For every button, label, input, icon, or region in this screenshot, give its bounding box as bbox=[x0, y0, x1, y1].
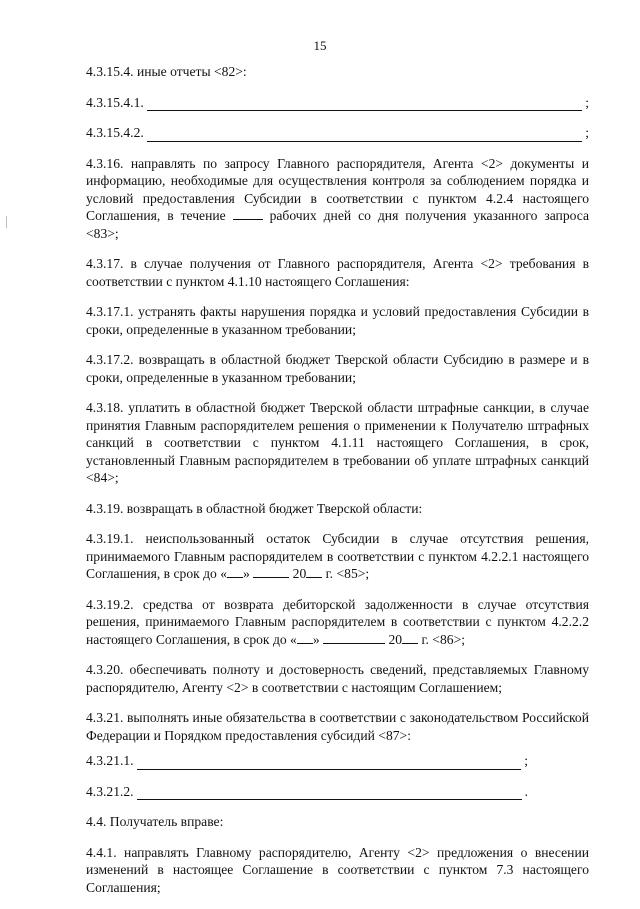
clause-4-3-21-1 bbox=[86, 752, 528, 770]
year-prefix: 20 bbox=[292, 566, 307, 581]
clause-4-4: 4.4. Получатель вправе: bbox=[86, 814, 224, 829]
clause-4-4-1: 4.4.1. направлять Главному распорядителю, Агенту <2> предложения о внесении изменений в настоящее Соглашение в соответствии с пунктом 7.3 настоящего Соглашения; bbox=[86, 844, 589, 895]
fill-line bbox=[137, 757, 522, 770]
document-body bbox=[86, 63, 589, 909]
fill-line bbox=[137, 787, 522, 800]
blank-year bbox=[306, 565, 322, 578]
clause-4-3-17-2: 4.3.17.2. возвращать в областной бюджет Тверской области Субсидию в размере и в сроки, определенные в указанном требовании; bbox=[86, 352, 589, 385]
quote-close: » bbox=[312, 631, 320, 647]
clause-text: г. <85>; bbox=[325, 566, 370, 581]
clause-text: г. <86>; bbox=[421, 631, 466, 647]
page-number: 15 bbox=[313, 38, 327, 53]
clause-4-3-20: 4.3.20. обеспечивать полноту и достоверность сведений, представляемых Главному распорядителю, Агенту <2> в соответствии с настоящим Соглашением; bbox=[86, 662, 589, 695]
clause-4-3-17-1: 4.3.17.1. устранять факты нарушения порядка и условий предоставления Субсидии в сроки, определенные в указанном требовании; bbox=[86, 304, 589, 337]
fill-line bbox=[147, 98, 582, 111]
line-end: ; bbox=[585, 94, 589, 110]
clause-text: рабочих дней со дня получения указанного запроса <83>; bbox=[86, 208, 589, 241]
clause-4-3-19-2 bbox=[86, 596, 589, 649]
blank-day bbox=[227, 565, 243, 578]
clause-4-3-21-2 bbox=[86, 783, 528, 801]
clause-4-3-15-4: 4.3.15.4. иные отчеты <82>: bbox=[86, 64, 247, 79]
clause-4-3-16 bbox=[86, 155, 589, 243]
line-end: ; bbox=[524, 753, 528, 768]
clause-text: 4.3.19.2. средства от возврата дебиторской задолженности в случае отсутствия решения, принимаемого Главным распорядителем в соответствии с пунктом 4.2.2.2 настоящего Соглашения, в срок до « bbox=[86, 596, 589, 647]
blank-month bbox=[323, 631, 385, 644]
year-prefix: 20 bbox=[388, 631, 403, 647]
clause-label: 4.3.15.4.2. bbox=[86, 125, 144, 140]
clause-label: 4.3.21.1. bbox=[86, 753, 134, 768]
clause-label: 4.3.15.4.1. bbox=[86, 94, 144, 110]
margin-mark bbox=[6, 216, 7, 228]
clause-4-3-17: 4.3.17. в случае получения от Главного распорядителя, Агента <2> требования в соответствии с пунктом 4.1.10 настоящего Соглашения: bbox=[86, 256, 589, 289]
clause-4-3-15-4-2 bbox=[86, 124, 589, 142]
blank-year bbox=[402, 631, 418, 644]
blank-days bbox=[233, 207, 263, 220]
clause-text: 4.3.19.1. неиспользованный остаток Субсидии в случае отсутствия решения, принимаемого Главным распорядителем в соответствии с пунктом 4.2.2.1 настоящего Соглашения, в срок до « bbox=[86, 531, 589, 581]
clause-4-3-18: 4.3.18. уплатить в областной бюджет Тверской области штрафные санкции, в случае принятия Главным распорядителем решения о применении к Получателю штрафных санкций в соответствии с пунктом 4.1.11 настоящего Соглашения, в срок, установленный Главным распорядителем в требовании об уплате штрафных санкций <84>; bbox=[86, 400, 589, 485]
line-end: . bbox=[524, 783, 528, 799]
clause-4-3-19-1 bbox=[86, 530, 589, 583]
fill-line bbox=[147, 129, 582, 142]
line-end: ; bbox=[585, 125, 589, 140]
clause-4-3-21: 4.3.21. выполнять иные обязательства в соответствии с законодательством Российской Федерации и Порядком предоставления субсидий <87>: bbox=[86, 710, 589, 743]
clause-label: 4.3.21.2. bbox=[86, 783, 134, 799]
blank-day bbox=[297, 631, 313, 644]
quote-close: » bbox=[243, 566, 250, 581]
clause-text: 4.3.16. направлять по запросу Главного распорядителя, Агента <2> документы и информацию, необходимые для осуществления контроля за соблюдением порядка и условий предоставления Субсидии в соответствии с пунктом 4.2.4 настоящего Соглашения, в течение bbox=[86, 155, 589, 223]
clause-4-3-19: 4.3.19. возвращать в областной бюджет Тверской области: bbox=[86, 500, 423, 516]
clause-4-3-15-4-1 bbox=[86, 94, 589, 112]
blank-month bbox=[253, 565, 289, 578]
